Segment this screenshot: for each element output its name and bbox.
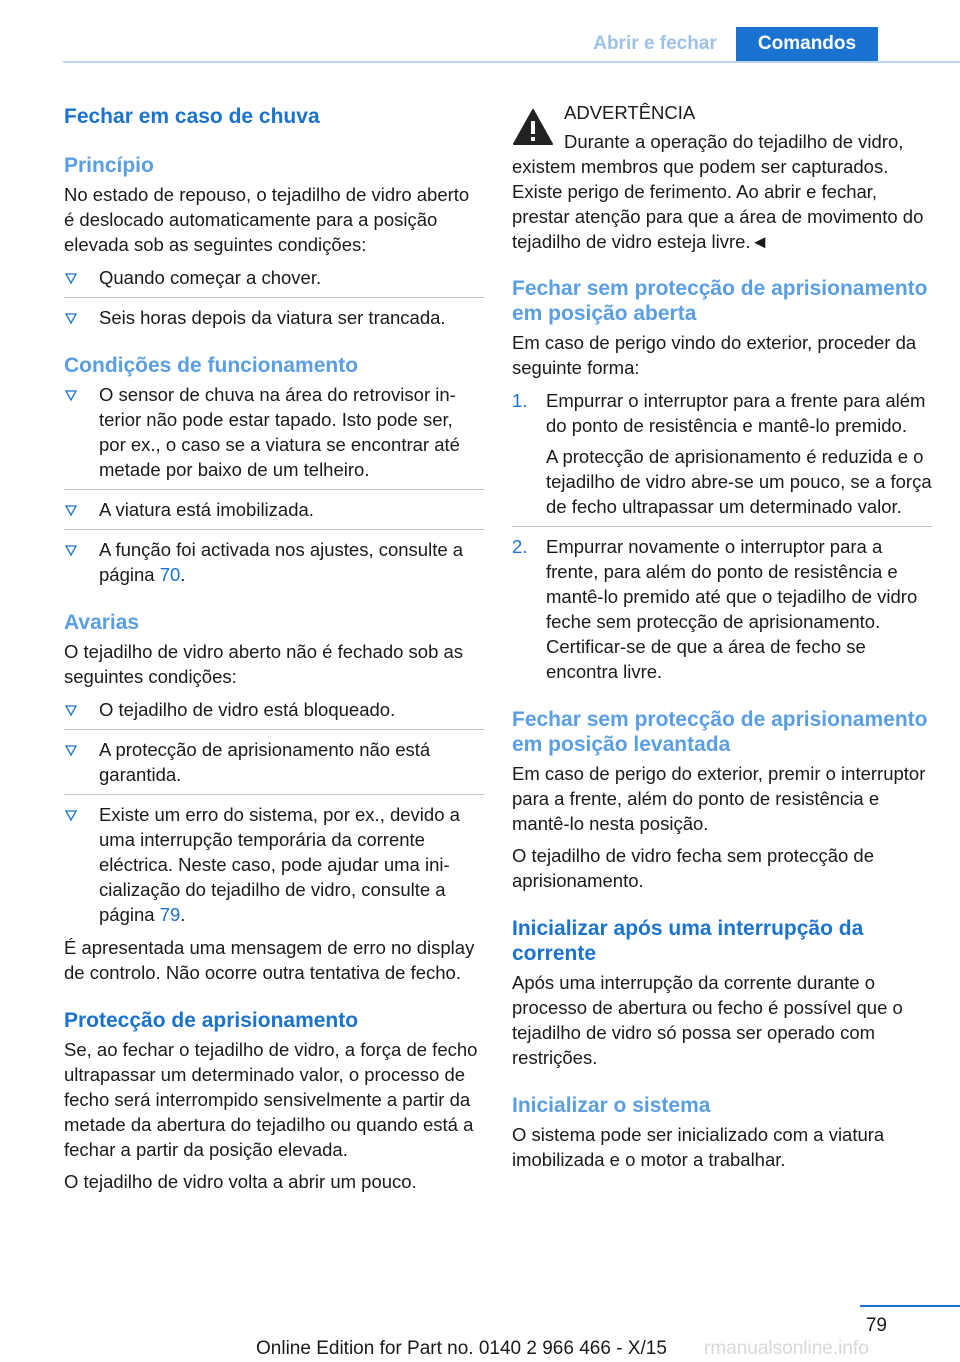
triangle-bullet-icon — [64, 305, 78, 330]
section-heading-fechar-aberta: Fechar sem protecção de aprisionamento em posição aberta — [512, 277, 928, 325]
list-item — [64, 729, 484, 794]
warning-title: ADVERTÊNCIA — [564, 102, 696, 123]
paragraph: Após uma interrupção da corrente durante o processo de abertura ou fecho é possível que o tejadilho de vidro só possa ser operado com restrições. — [512, 972, 903, 1068]
paragraph: O tejadilho de vidro aberto não é fechado sob as seguintes condições: — [64, 641, 464, 687]
paragraph: O tejadilho de vidro fecha sem protecção de aprisionamento. — [512, 845, 874, 891]
page-number: 79 — [865, 1315, 887, 1336]
paragraph: O sistema pode ser inicializado com a viatura imobilizada e o motor a trabalhar. — [512, 1124, 885, 1170]
triangle-bullet-icon — [64, 537, 78, 562]
list-item-text: A protecção de aprisionamento não está garantida. — [99, 739, 431, 785]
list-item — [64, 697, 484, 729]
section-heading-fechar-levantada: Fechar sem protecção de aprisionamento em posição levantada — [512, 708, 928, 756]
list-item — [64, 265, 484, 297]
numbered-list — [512, 388, 932, 684]
section-heading-condicoes: Condições de funcionamento — [64, 354, 359, 377]
list-item: Existe um erro do sistema, por ex., devido a uma interrupção temporária da corrente eléctrica. Neste caso, pode ajudar uma inicialização do tejadilho de vidro, consulte a página 79. — [64, 794, 484, 927]
triangle-bullet-icon — [64, 802, 78, 827]
paragraph: Se, ao fechar o tejadilho de vidro, a força de fecho ultrapassar um determinado valor, o processo de fecho será interrompido sensivelmente a partir da metade da abertura do tejadilho ou quando está a fechar a partir da posição elevada. — [64, 1039, 478, 1160]
watermark: rmanualsonline.info — [704, 1338, 869, 1359]
section-heading-proteccao: Protecção de aprisionamento — [64, 1009, 359, 1032]
list-item-text: Quando começar a chover. — [99, 267, 322, 288]
tab-comandos[interactable]: Comandos — [736, 27, 878, 61]
edition-text: Online Edition for Part no. 0140 2 966 466 - X/15 — [256, 1338, 667, 1359]
section-heading-inicializar-corrente: Inicializar após uma interrupção da corrente — [512, 917, 864, 965]
list-item-text: O sensor de chuva na área do retrovisor interior não pode estar tapado. Isto pode ser, por ex., o caso se a viatura se encontrar até metade por baixo de um telheiro. — [99, 384, 460, 480]
tab-abrir-e-fechar[interactable]: Abrir e fechar — [593, 33, 717, 54]
list-item — [512, 388, 932, 526]
triangle-bullet-icon — [64, 697, 78, 722]
paragraph: No estado de repouso, o tejadilho de vidro aberto é deslocado automaticamente para a posição elevada sob as seguintes condições: — [64, 184, 470, 255]
triangle-bullet-icon — [64, 382, 78, 407]
step-text: Empurrar novamente o interruptor para a frente, para além do ponto de resistência e mantê-lo premido até que o tejadilho de vidro feche sem protecção de aprisionamento. Certificar-se de que a área de fecho se encontra livre. — [546, 536, 918, 682]
step-number: 1. — [512, 390, 528, 411]
step-number: 2. — [512, 536, 528, 557]
paragraph: Em caso de perigo vindo do exterior, proceder da seguinte forma: — [512, 332, 917, 378]
list-item-text: Existe um erro do sistema, por ex., devido a uma interrupção temporária da corrente eléctrica. Neste caso, pode ajudar uma inicialização do tejadilho de vidro, consulte a página — [99, 804, 460, 925]
list-item — [64, 489, 484, 529]
header-divider — [63, 61, 960, 63]
warning-text: Durante a operação do tejadilho de vidro, existem membros que podem ser capturados. Existe perigo de ferimento. Ao abrir e fechar, prestar atenção para que a área de movimento do tejadilho de vidro esteja livre.◄ — [512, 131, 924, 252]
paragraph: O tejadilho de vidro volta a abrir um pouco. — [64, 1171, 417, 1192]
list-item: A função foi activada nos ajustes, consulte a página 70. — [64, 529, 484, 587]
page-link-70[interactable]: 70 — [159, 564, 181, 585]
step-subtext: A protecção de aprisionamento é reduzida e o tejadilho de vidro abre-se um pouco, se a força de fecho ultrapassar um determinado valor. — [546, 446, 932, 517]
section-heading-principio: Princípio — [64, 154, 154, 177]
list-item-text: A viatura está imobilizada. — [99, 499, 314, 520]
list-item — [64, 297, 484, 330]
bullet-list — [64, 265, 484, 330]
list-item-text: A função foi activada nos ajustes, consulte a página — [99, 539, 464, 585]
section-heading-inicializar-sistema: Inicializar o sistema — [512, 1094, 711, 1117]
list-item — [64, 382, 484, 489]
paragraph: É apresentada uma mensagem de erro no display de controlo. Não ocorre outra tentativa de fecho. — [64, 937, 475, 983]
bullet-list — [64, 382, 484, 587]
list-item-text: O tejadilho de vidro está bloqueado. — [99, 699, 396, 720]
bullet-list — [64, 697, 484, 927]
page-link-79[interactable]: 79 — [159, 904, 181, 925]
footer-divider — [860, 1305, 960, 1307]
triangle-bullet-icon — [64, 497, 78, 522]
warning-triangle-icon — [512, 108, 554, 146]
page-title: Fechar em caso de chuva — [64, 105, 320, 128]
warning-box — [512, 100, 932, 254]
header-tabs — [574, 27, 878, 61]
step-text: Empurrar o interruptor para a frente para além do ponto de resistência e mantê-lo premido. — [546, 390, 926, 436]
section-heading-avarias: Avarias — [64, 611, 140, 634]
paragraph: Em caso de perigo do exterior, premir o interruptor para a frente, além do ponto de resistência e mantê-lo nesta posição. — [512, 763, 926, 834]
triangle-bullet-icon — [64, 265, 78, 290]
left-column — [64, 100, 484, 1194]
right-column — [512, 100, 932, 1172]
triangle-bullet-icon — [64, 737, 78, 762]
list-item — [512, 526, 932, 684]
list-item-text: Seis horas depois da viatura ser trancada. — [99, 307, 446, 328]
